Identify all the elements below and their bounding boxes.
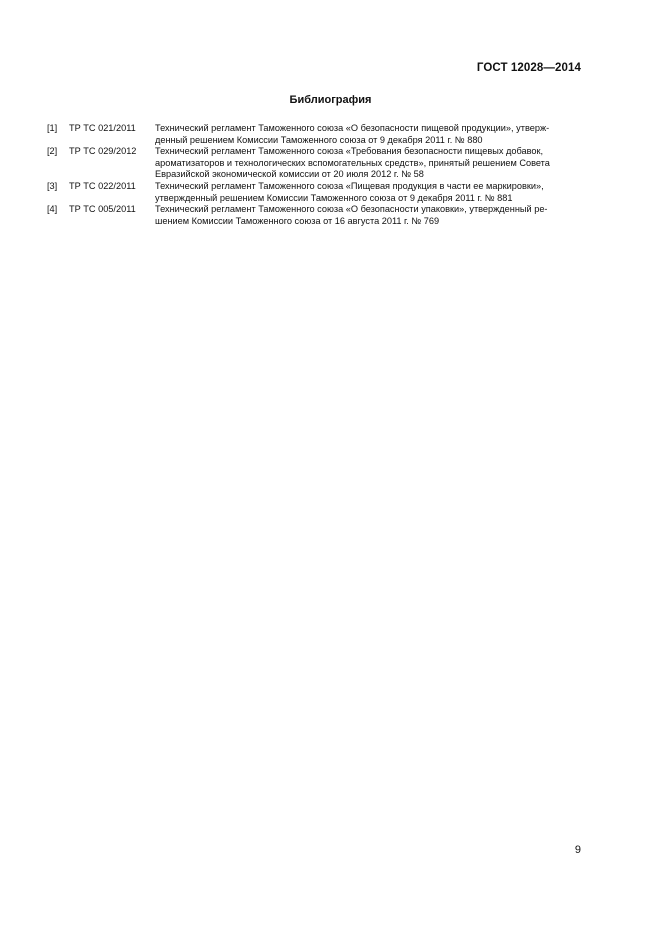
entry-number: [3] bbox=[47, 180, 58, 191]
entry-text: Технический регламент Таможенного союза «О безопасности упаковки», утвержденный ре- шением Комиссии Таможенного союза от 16 августа 2011 г. № 769 bbox=[155, 204, 548, 226]
entry-code: ТР ТС 029/2012 bbox=[69, 146, 137, 157]
bibliography-entry bbox=[47, 123, 587, 146]
bibliography-list bbox=[47, 123, 587, 227]
bibliography-entry bbox=[47, 204, 587, 227]
entry-number: [2] bbox=[47, 146, 58, 157]
section-title: Библиография bbox=[289, 94, 372, 106]
entry-code: ТР ТС 005/2011 bbox=[69, 204, 136, 215]
bibliography-entry bbox=[47, 181, 587, 204]
entry-text: Технический регламент Таможенного союза «О безопасности пищевой продукции», утверж- денный решением Комиссии Таможенного союза от 9 декабря 2011 г. № 880 bbox=[155, 123, 550, 145]
bibliography-entry bbox=[47, 146, 587, 181]
page-number: 9 bbox=[574, 844, 581, 856]
entry-text: Технический регламент Таможенного союза «Пищевая продукция в части ее маркировки», утвержденный решением Комиссии Таможенного союза от 9 декабря 2011 г. № 881 bbox=[155, 180, 544, 203]
entry-code: ТР ТС 021/2011 bbox=[69, 123, 136, 133]
entry-number: [4] bbox=[47, 204, 58, 215]
entry-number: [1] bbox=[47, 123, 58, 133]
document-code: ГОСТ 12028—2014 bbox=[476, 62, 581, 74]
entry-text: Технический регламент Таможенного союза «Требования безопасности пищевых добавок, ароматизаторов и технологических вспомогательных средств», принятый решением Совета Евразийской экономической комиссии от 20 июля 2012 г. № 58 bbox=[155, 146, 550, 180]
entry-code: ТР ТС 022/2011 bbox=[69, 180, 136, 191]
